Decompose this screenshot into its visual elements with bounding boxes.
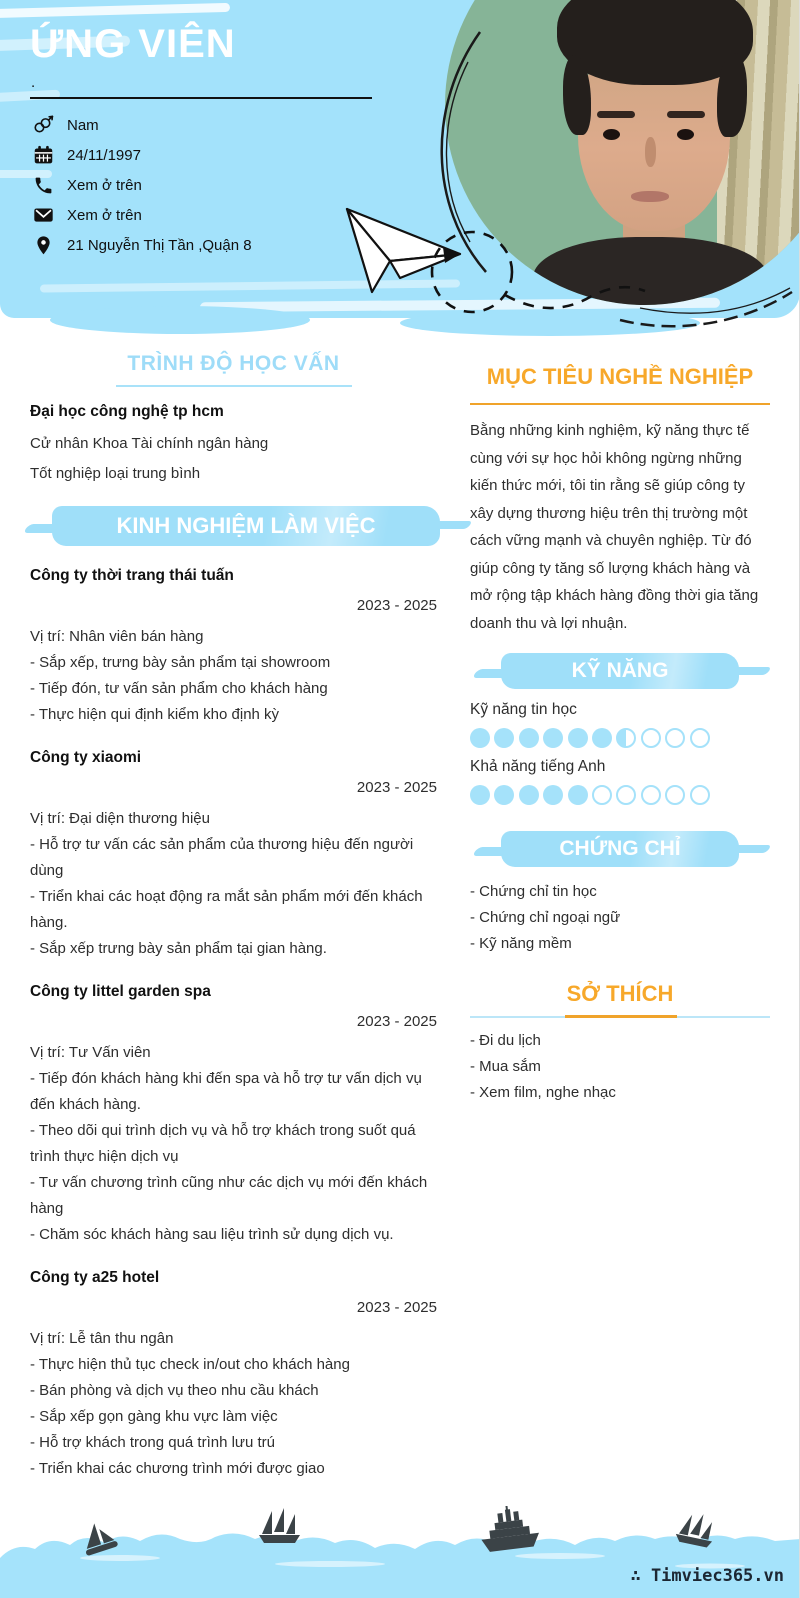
skill-dot (568, 785, 588, 805)
skill-dot (690, 785, 710, 805)
skill-dot (519, 785, 539, 805)
left-column (30, 352, 437, 1482)
job-bullet: - Sắp xếp trưng bày sản phẩm tại gian hàng. (30, 940, 327, 957)
job-bullet: - Hỗ trợ khách trong quá trình lưu trú (30, 1434, 275, 1451)
skill-dot (494, 785, 514, 805)
job-period: 2023 - 2025 (356, 779, 437, 796)
title-dot: . (31, 74, 36, 91)
skill-dots (470, 785, 770, 805)
calendar-icon (33, 145, 54, 166)
info-email-value: Xem ở trên (67, 206, 142, 224)
job-bullet: - Tư vấn chương trình cũng như các dịch vụ mới đến khách hàng (30, 1174, 428, 1217)
hobby-item: - Mua sắm (470, 1058, 541, 1075)
certificate-item: - Kỹ năng mềm (470, 935, 572, 952)
photo-detail (631, 191, 669, 202)
skill-dot (665, 785, 685, 805)
info-birthdate-value: 24/11/1997 (67, 146, 141, 164)
email-icon (33, 205, 54, 226)
info-gender (33, 110, 252, 140)
job-bullet: - Thực hiện thủ tục check in/out cho khách hàng (30, 1356, 350, 1373)
education-school: Đại học công nghệ tp hcm (30, 403, 224, 420)
job-bullet: - Bán phòng và dịch vụ theo nhu cầu khách (30, 1382, 319, 1399)
certificates-list (470, 879, 770, 957)
job-bullet: - Thực hiện qui định kiểm kho định kỳ (30, 706, 280, 723)
schooner-icon (259, 1508, 300, 1543)
hobby-item: - Xem film, nghe nhạc (470, 1084, 616, 1101)
objective-text: Bằng những kinh nghiệm, kỹ năng thực tế cùng với sự học hỏi không ngừng những kiến thức mới, tôi tin rằng sẽ giúp công ty xây dựng thương hiệu trên thị trường một cách vững mạnh và chuyên nghiệp. Từ đó giúp công ty tăng số lượng khách hàng và mở rộng tập khách hàng đồng thời gia tăng doanh thu và lợi nhuận. (470, 422, 759, 632)
info-email (33, 200, 252, 230)
skill-dot (592, 785, 612, 805)
job-bullet: - Sắp xếp, trưng bày sản phẩm tại showroom (30, 654, 331, 671)
info-address-value: 21 Nguyễn Thị Tần ,Quận 8 (67, 236, 252, 254)
personal-info (33, 110, 252, 260)
skill-dot (519, 728, 539, 748)
steamship-icon (478, 1506, 541, 1553)
hobbies-underline (470, 1015, 770, 1018)
job-position: Vị trí: Tư Vấn viên (30, 1044, 151, 1061)
certificate-item: - Chứng chỉ ngoại ngữ (470, 909, 621, 926)
photo-detail (533, 237, 768, 305)
brand-mark: ∴ (630, 1566, 641, 1586)
gender-icon (33, 115, 54, 136)
job-entry (30, 745, 437, 962)
title-underline (30, 97, 372, 99)
education-heading: TRÌNH ĐỘ HỌC VẤN (127, 352, 340, 375)
skill-label: Kỹ năng tin học (470, 701, 577, 718)
skills-list (470, 701, 770, 805)
job-entry (30, 1265, 437, 1482)
job-bullet: - Tiếp đón khách hàng khi đến spa và hỗ trợ tư vấn dịch vụ đến khách hàng. (30, 1070, 422, 1113)
job-bullet: - Triển khai các chương trình mới được giao (30, 1460, 325, 1477)
skill-dot (568, 728, 588, 748)
candidate-title: ỨNG VIÊN (30, 22, 236, 66)
right-column (470, 352, 770, 1106)
job-bullet: - Triển khai các hoạt động ra mắt sản phẩm mới đến khách hàng. (30, 888, 423, 931)
job-position: Vị trí: Nhân viên bán hàng (30, 628, 204, 645)
info-gender-value: Nam (67, 116, 99, 134)
skill-dot (543, 728, 563, 748)
photo-detail (597, 111, 635, 118)
skill-dot (470, 785, 490, 805)
brand-logo (630, 1566, 784, 1586)
job-company: Công ty littel garden spa (30, 983, 211, 1000)
skill-dots (470, 728, 770, 748)
job-company: Công ty thời trang thái tuấn (30, 567, 234, 584)
hobbies-heading: SỞ THÍCH (566, 981, 674, 1006)
photo-detail (645, 137, 656, 167)
job-entry (30, 563, 437, 728)
job-bullet: - Sắp xếp gọn gàng khu vực làm việc (30, 1408, 278, 1425)
experience-heading: KINH NGHIỆM LÀM VIỆC (52, 506, 440, 546)
info-phone-value: Xem ở trên (67, 176, 142, 194)
skill-dot (543, 785, 563, 805)
job-company: Công ty a25 hotel (30, 1269, 160, 1286)
education-grade: Tốt nghiệp loại trung bình (30, 465, 201, 482)
brand-text: Timviec365.vn (650, 1566, 784, 1586)
info-address (33, 230, 252, 260)
skill-dot (641, 785, 661, 805)
job-bullet: - Theo dõi qui trình dịch vụ và hỗ trợ khách trong suốt quá trình thực hiện dịch vụ (30, 1122, 416, 1165)
header (0, 0, 800, 345)
photo-detail (667, 111, 705, 118)
info-phone (33, 170, 252, 200)
photo-detail (677, 129, 694, 140)
skill-dot (690, 728, 710, 748)
footer (0, 1506, 800, 1598)
photo-detail (603, 129, 620, 140)
job-bullet: - Tiếp đón, tư vấn sản phẩm cho khách hàng (30, 680, 328, 697)
job-company: Công ty xiaomi (30, 749, 142, 766)
brush-blob (50, 306, 310, 334)
skill-dot (494, 728, 514, 748)
certificate-item: - Chứng chỉ tin học (470, 883, 597, 900)
job-position: Vị trí: Đại diện thương hiệu (30, 810, 210, 827)
job-position: Vị trí: Lễ tân thu ngân (30, 1330, 174, 1347)
brush-blob (400, 310, 700, 336)
skill-dot (665, 728, 685, 748)
education-underline (116, 385, 352, 387)
skill-dot (592, 728, 612, 748)
job-bullet: - Hỗ trợ tư vấn các sản phẩm của thương hiệu đến người dùng (30, 836, 414, 879)
job-period: 2023 - 2025 (356, 1013, 437, 1030)
job-period: 2023 - 2025 (356, 1299, 437, 1316)
certificates-heading: CHỨNG CHỈ (501, 831, 739, 867)
job-entry (30, 979, 437, 1248)
job-period: 2023 - 2025 (356, 597, 437, 614)
skill-label: Khả năng tiếng Anh (470, 758, 606, 775)
skill-dot (641, 728, 661, 748)
skill-dot (616, 728, 636, 748)
info-birthdate (33, 140, 252, 170)
skill-dot (616, 785, 636, 805)
hobbies-list (470, 1028, 770, 1106)
location-icon (33, 235, 54, 256)
skill-dot (470, 728, 490, 748)
hobbies-underline-orange (565, 1015, 677, 1018)
job-bullet: - Chăm sóc khách hàng sau liệu trình sử dụng dịch vụ. (30, 1226, 394, 1243)
hobby-item: - Đi du lịch (470, 1032, 541, 1049)
phone-icon (33, 175, 54, 196)
objective-heading: MỤC TIÊU NGHỀ NGHIỆP (486, 364, 754, 389)
objective-underline (470, 403, 770, 405)
education-degree: Cử nhân Khoa Tài chính ngân hàng (30, 435, 269, 452)
jobs-list (30, 563, 437, 1482)
skills-heading: KỸ NĂNG (501, 653, 739, 689)
